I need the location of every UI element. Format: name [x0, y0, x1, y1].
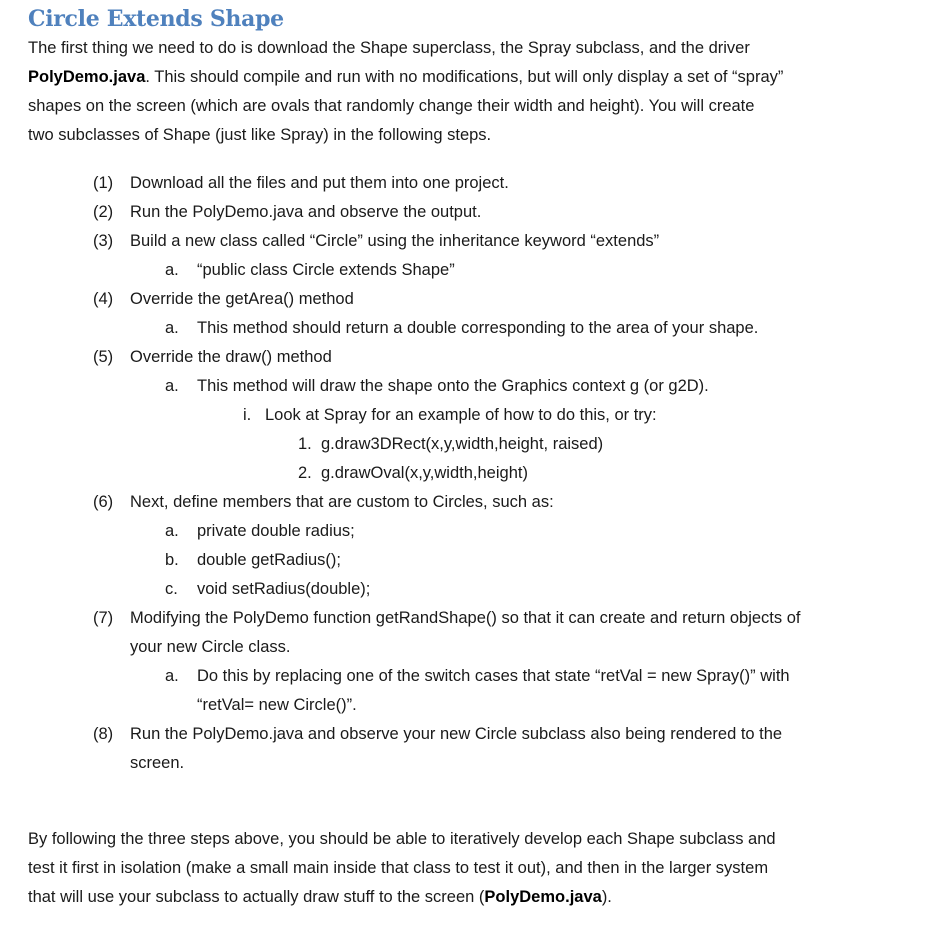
step-marker: (1) [93, 174, 114, 192]
substep-text: void setRadius(double); [197, 580, 371, 598]
code-item-text: g.draw3DRect(x,y,width,height, raised) [321, 435, 604, 453]
code-item-marker: 2. [298, 464, 312, 482]
step-text: Run the PolyDemo.java and observe the output. [130, 203, 482, 221]
step-marker: (4) [93, 290, 114, 308]
subsubstep-marker: i. [243, 406, 252, 424]
polydemo-filename: PolyDemo.java [484, 888, 602, 906]
step-text: Modifying the PolyDemo function getRandShape() so that it can create and return objects of [130, 609, 801, 627]
substep-text: double getRadius(); [197, 551, 342, 569]
intro-line-2: PolyDemo.java. This should compile and run with no modifications, but will only display a set of “spray” [28, 68, 784, 86]
closing-line-2: test it first in isolation (make a small main inside that class to test it out), and then in the larger system [28, 859, 769, 877]
step-text: Override the getArea() method [130, 290, 354, 308]
substep-text: Do this by replacing one of the switch cases that state “retVal = new Spray()” with [197, 667, 790, 685]
step-marker: (6) [93, 493, 114, 511]
step-marker: (7) [93, 609, 114, 627]
closing-line-1: By following the three steps above, you should be able to iteratively develop each Shape subclass and [28, 830, 776, 848]
substep-marker: a. [165, 261, 179, 279]
substep-marker: c. [165, 580, 178, 598]
substep-text: private double radius; [197, 522, 355, 540]
intro-line-4: two subclasses of Shape (just like Spray) in the following steps. [28, 126, 492, 144]
polydemo-filename: PolyDemo.java [28, 68, 146, 86]
substep-marker: a. [165, 319, 179, 337]
substep-text: This method will draw the shape onto the Graphics context g (or g2D). [197, 377, 709, 395]
substep-marker: a. [165, 667, 179, 685]
step-marker: (3) [93, 232, 114, 250]
step-text: Next, define members that are custom to Circles, such as: [130, 493, 554, 511]
step-text: Build a new class called “Circle” using the inheritance keyword “extends” [130, 232, 660, 250]
substep-text: “public class Circle extends Shape” [197, 261, 455, 279]
substep-marker: a. [165, 377, 179, 395]
intro-line-1: The first thing we need to do is download the Shape superclass, the Spray subclass, and the driver [28, 39, 750, 57]
closing-line-3: that will use your subclass to actually draw stuff to the screen (PolyDemo.java). [28, 888, 612, 906]
substep-text: This method should return a double corresponding to the area of your shape. [197, 319, 759, 337]
code-item-marker: 1. [298, 435, 312, 453]
code-item-text: g.drawOval(x,y,width,height) [321, 464, 528, 482]
substep-marker: b. [165, 551, 179, 569]
step-text: Override the draw() method [130, 348, 332, 366]
step-marker: (2) [93, 203, 114, 221]
step-marker: (5) [93, 348, 114, 366]
intro-line-3: shapes on the screen (which are ovals that randomly change their width and height). You will create [28, 97, 755, 115]
step-text: screen. [130, 754, 185, 772]
step-text: Run the PolyDemo.java and observe your new Circle subclass also being rendered to the [130, 725, 783, 743]
subsubstep-text: Look at Spray for an example of how to do this, or try: [265, 406, 657, 424]
substep-text: “retVal= new Circle()”. [197, 696, 357, 714]
substep-marker: a. [165, 522, 179, 540]
step-text: your new Circle class. [130, 638, 291, 656]
step-marker: (8) [93, 725, 114, 743]
step-text: Download all the files and put them into one project. [130, 174, 509, 192]
document-title: Circle Extends Shape [28, 6, 284, 32]
